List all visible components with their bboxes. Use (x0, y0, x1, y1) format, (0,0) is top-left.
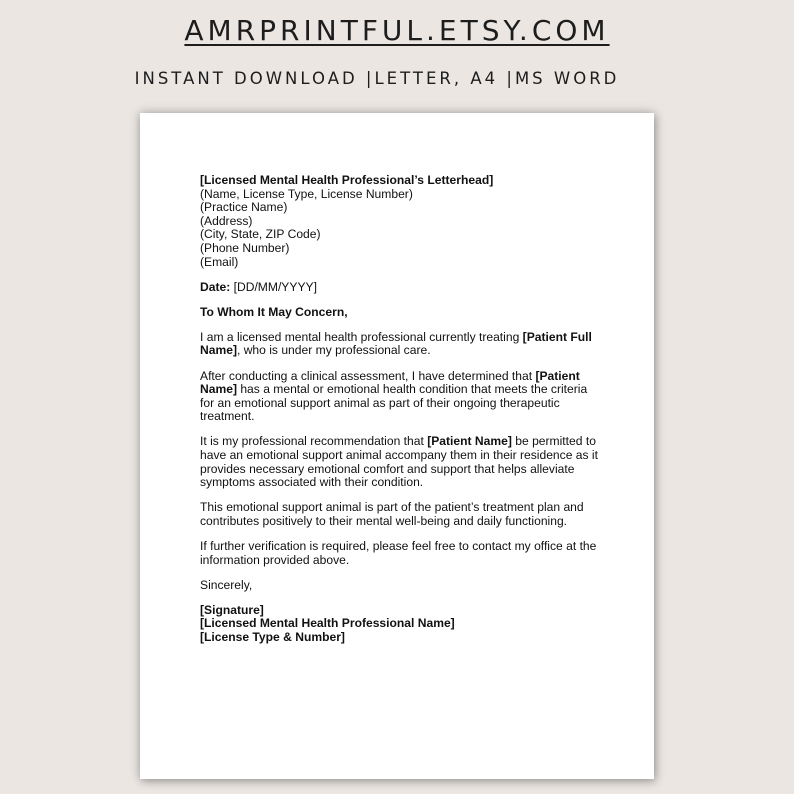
paragraph-assessment: After conducting a clinical assessment, I have determined that [Patient Name] has a mental or emotional health condition that meets the criteria for an emotional support animal as part of their ongoing therapeutic treatment. (200, 368, 588, 424)
paragraph-recommendation: It is my professional recommendation that [Patient Name] be permitted to have an emotional support animal accompany them in their residence as it provides necessary emotional comfort and support that helps alleviate symptoms associated with their condition. (200, 434, 598, 490)
letterhead-email-line: (Email) (200, 254, 239, 269)
letterhead-name-line: (Name, License Type, License Number) (200, 186, 413, 201)
license-placeholder: [License Type & Number] (200, 629, 345, 644)
product-subtitle: INSTANT DOWNLOAD |LETTER, A4 |MS WORD (134, 69, 620, 88)
date-line (200, 281, 600, 295)
paragraph-verification: If further verification is required, please feel free to contact my office at the information provided above. (200, 538, 597, 567)
letterhead-address-line: (Address) (200, 213, 253, 228)
patient-name-placeholder: [Patient Name] (427, 434, 512, 449)
letterhead-heading: [Licensed Mental Health Professional’s Letterhead] (200, 173, 494, 187)
letterhead-practice-line: (Practice Name) (200, 200, 288, 215)
salutation: To Whom It May Concern, (200, 304, 348, 319)
closing: Sincerely, (200, 577, 253, 592)
shop-url-title (0, 14, 794, 48)
signature-block (200, 604, 600, 645)
signature-placeholder: [Signature] (200, 602, 264, 617)
letter-body (200, 174, 600, 645)
patient-full-name-placeholder: [Patient Full Name] (200, 329, 592, 358)
letterhead-phone-line: (Phone Number) (200, 240, 290, 255)
date-label: Date: (200, 279, 231, 294)
patient-name-placeholder: [Patient Name] (200, 368, 580, 397)
letterhead (200, 174, 600, 269)
paragraph-treatment-plan: This emotional support animal is part of the patient’s treatment plan and contributes positively to their mental well-being and daily functioning. (200, 500, 584, 528)
date-value: [DD/MM/YYYY] (230, 279, 317, 294)
letterhead-city-line: (City, State, ZIP Code) (200, 227, 321, 242)
paragraph-treatment: I am a licensed mental health professional currently treating [Patient Full Name], who is under my professional care. (200, 329, 592, 358)
document-page (140, 113, 654, 779)
shop-url-text: AMRPRINTFUL.ETSY.COM (184, 14, 610, 47)
professional-name-placeholder: [Licensed Mental Health Professional Name] (200, 616, 455, 631)
